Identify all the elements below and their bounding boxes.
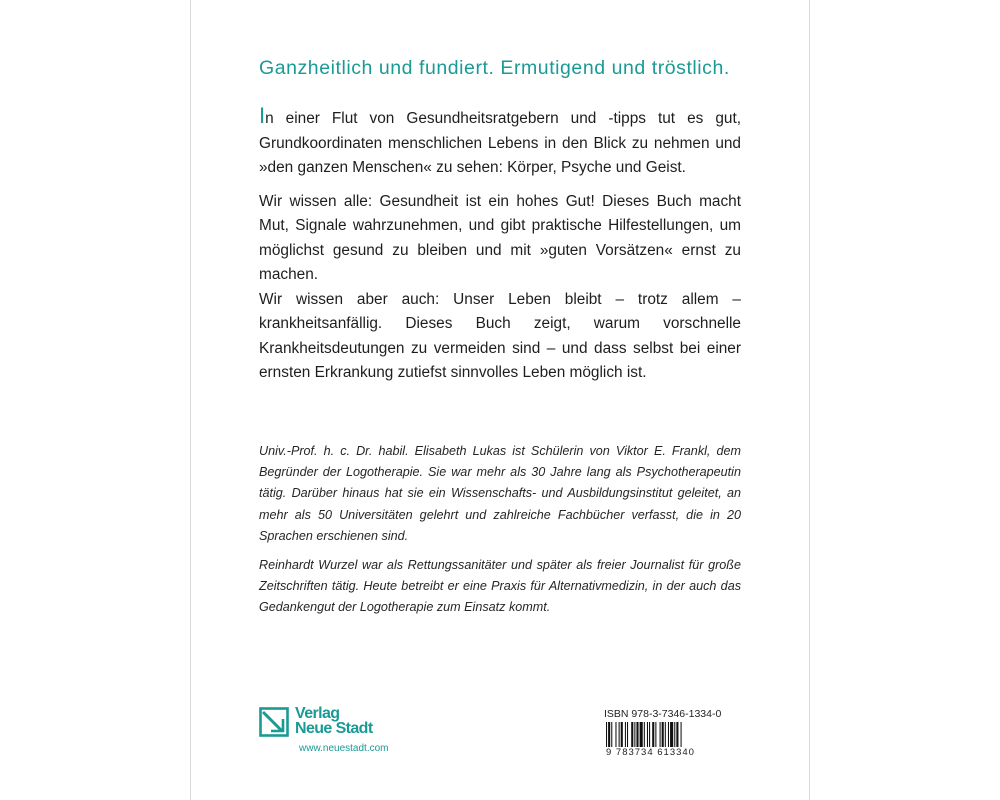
drop-cap: I bbox=[259, 103, 266, 128]
isbn-label: ISBN 978-3-7346-1334-0 bbox=[604, 708, 722, 720]
publisher-name-line-2: Neue Stadt bbox=[295, 720, 373, 737]
tagline: Ganzheitlich und fundiert. Ermutigend und tröstlich. bbox=[259, 57, 730, 79]
author-bio-wurzel-text: Reinhardt Wurzel war als Rettungssanitäter und später als freier Journalist für große Zeitschriften tätig. Heute betreibt er eine Praxis für Alternativmedizin, in der auch das Gedankengut der Logotherapie zum Einsatz kommt. bbox=[259, 558, 741, 615]
blurb-paragraph-1 bbox=[259, 105, 741, 181]
blurb-paragraph-1-text: n einer Flut von Gesundheitsratgebern und -tipps tut es gut, Grundkoordinaten menschlichen Lebens in den Blick zu nehmen und »den ganzen Menschen« zu sehen: Körper, Psyche und Geist. bbox=[259, 110, 741, 176]
publisher-logo-icon bbox=[259, 707, 289, 737]
blurb-paragraph-3: Wir wissen aber auch: Unser Leben bleibt – trotz allem – krankheitsanfällig. Dieses Buch zeigt, warum vorschnelle Krankheitsdeutungen zu vermeiden sind – und dass selbst bei einer ernsten Erkrankung zutiefst sinnvolles Leben möglich ist. bbox=[259, 290, 741, 381]
blurb-paragraph-2: Wir wissen alle: Gesundheit ist ein hohes Gut! Dieses Buch macht Mut, Signale wahrzunehmen, und gibt praktische Hilfestellungen, um möglichst gesund zu bleiben und mit »guten Vorsätzen« ernst zu machen. bbox=[259, 192, 741, 283]
publisher-name-line-1: Verlag bbox=[295, 705, 340, 722]
blurb bbox=[259, 105, 741, 386]
author-bio-lukas bbox=[259, 441, 741, 547]
publisher-name bbox=[295, 706, 373, 736]
author-bio-wurzel bbox=[259, 555, 741, 619]
publisher-url: www.neuestadt.com bbox=[299, 743, 389, 754]
author-bio-lukas-text: Univ.-Prof. h. c. Dr. habil. Elisabeth Lukas ist Schülerin von Viktor E. Frankl, dem Begründer der Logotherapie. Sie war mehr als 30 Jahre lang als Psychotherapeutin tätig. Darüber hinaus hat sie ein Wissenschafts- und Ausbildungsinstitut geleitet, an mehr als 50 Universitäten gelehrt und zahlreiche Fachbücher verfasst, die in 20 Sprachen erschienen sind. bbox=[259, 444, 741, 543]
barcode-digits: 9 783734 613340 bbox=[604, 747, 742, 758]
